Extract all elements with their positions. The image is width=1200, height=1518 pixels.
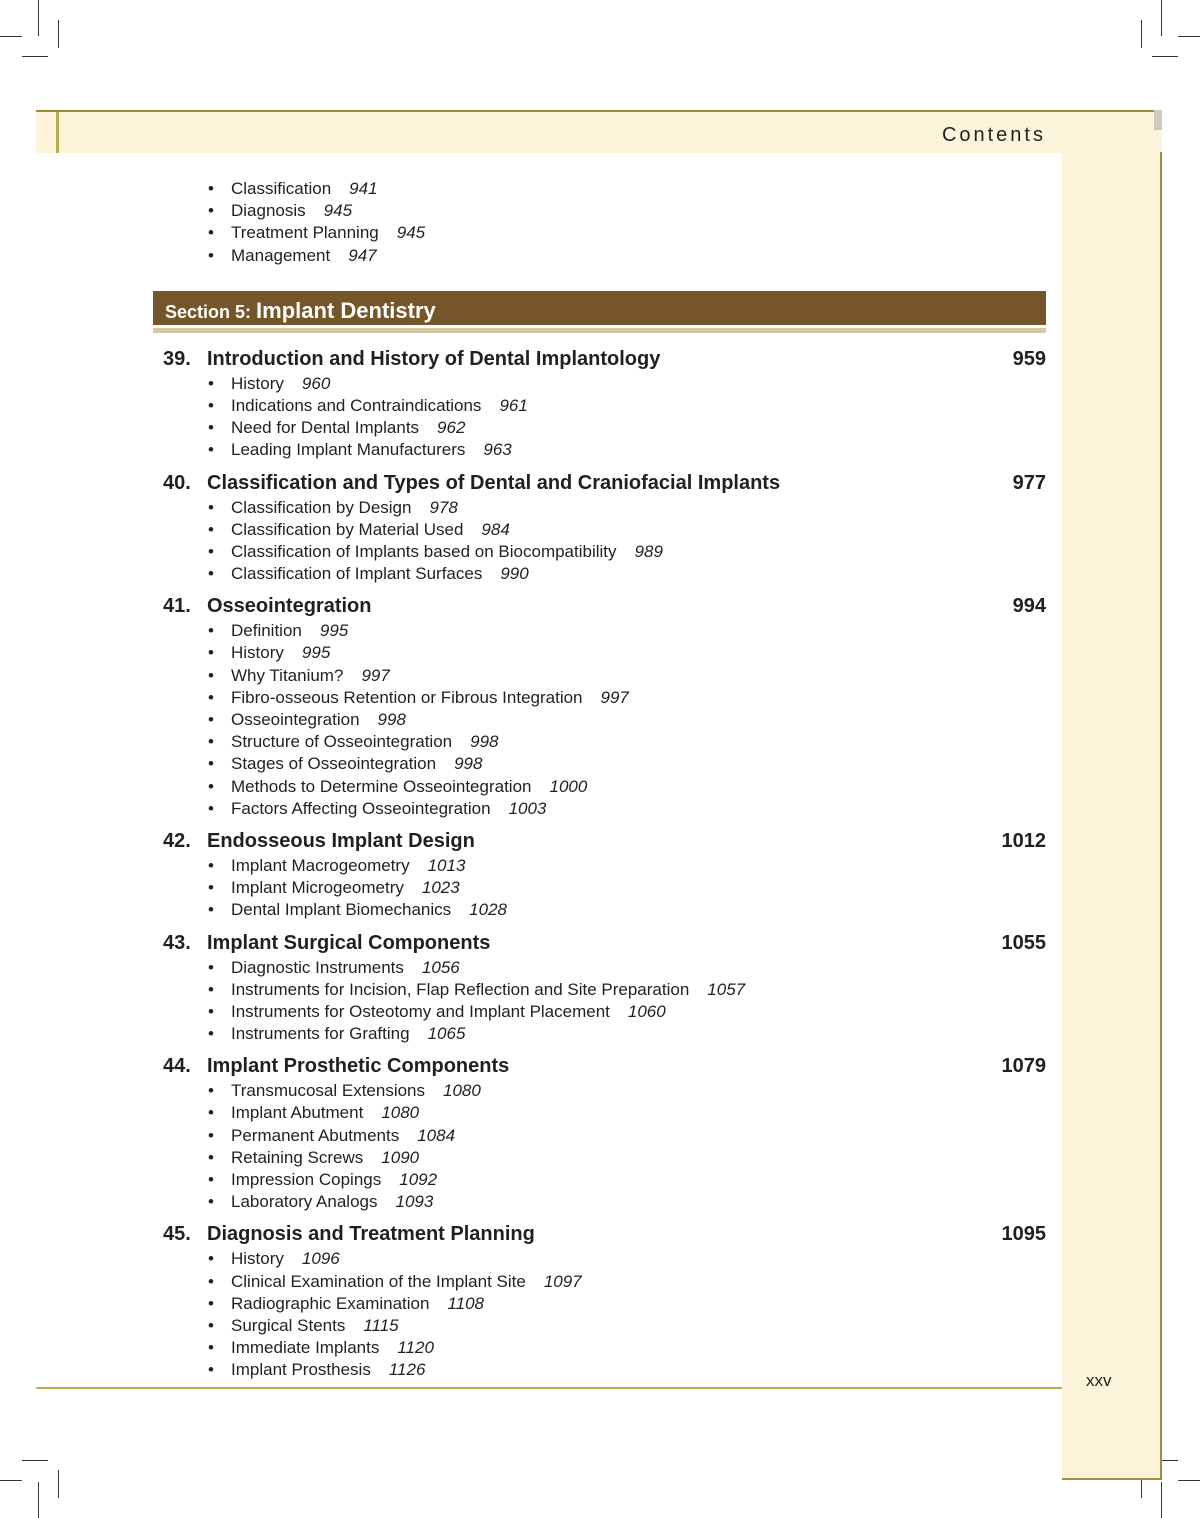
toc-item-page: 997 [361, 665, 390, 685]
toc-item-page: 1056 [421, 957, 460, 977]
crop-mark [1141, 20, 1142, 48]
bullet-icon: • [208, 878, 214, 898]
crop-mark [22, 1460, 48, 1461]
toc-item-page: 1057 [707, 979, 746, 999]
bullet-icon: • [208, 1360, 214, 1380]
chapter-page: 1095 [1001, 1223, 1046, 1246]
toc-item-page: 1096 [301, 1249, 340, 1269]
toc-item-page: 1013 [427, 855, 466, 875]
toc-item[interactable] [153, 1315, 1046, 1337]
bullet-icon: • [208, 201, 214, 221]
bullet-icon: • [208, 643, 214, 663]
toc-item-page: 978 [429, 497, 458, 517]
toc-item-page: 1120 [397, 1338, 434, 1358]
chapter-heading[interactable] [153, 1055, 1046, 1080]
page-shadow [1154, 110, 1162, 130]
toc-item-label: Retaining Screws [231, 1147, 364, 1167]
toc-item-label: Treatment Planning [231, 223, 379, 243]
toc-item-label: History [231, 643, 284, 663]
bullet-icon: • [208, 223, 214, 243]
toc-item[interactable] [153, 519, 1046, 541]
crop-mark [1178, 36, 1200, 37]
toc-item-page: 1000 [549, 776, 588, 796]
bullet-icon: • [208, 519, 214, 539]
toc-item[interactable] [153, 1125, 1046, 1147]
toc-item-label: History [231, 373, 284, 393]
toc-item-label: Management [231, 245, 331, 265]
toc-item-page: 1080 [443, 1081, 481, 1101]
chapter-topic-list [153, 373, 1046, 462]
crop-mark [38, 0, 39, 36]
toc-item[interactable] [153, 855, 1046, 877]
toc-item[interactable] [153, 178, 1046, 200]
toc-item-page: 1097 [543, 1271, 582, 1291]
toc-item-page: 962 [437, 418, 466, 438]
chapter-heading[interactable] [153, 348, 1046, 373]
section-heading [153, 291, 1046, 325]
toc-item-page: 998 [470, 732, 499, 752]
toc-item-page: 998 [377, 710, 406, 729]
toc-item-label: Implant Macrogeometry [231, 855, 410, 875]
crop-mark [1152, 56, 1178, 57]
page-number: xxv [1086, 1371, 1112, 1390]
toc-item-page: 945 [323, 201, 353, 221]
chapter-page: 1012 [1001, 829, 1046, 852]
toc-item-page: 1126 [388, 1360, 426, 1380]
toc-item[interactable] [153, 563, 1046, 585]
toc-item-label: Implant Abutment [231, 1103, 364, 1123]
toc-item-page: 963 [483, 440, 512, 460]
toc-item-label: Fibro-osseous Retention or Fibrous Integration [231, 687, 583, 707]
toc-item-label: Why Titanium? [231, 665, 344, 685]
bullet-icon: • [208, 687, 214, 707]
bullet-icon: • [208, 541, 214, 561]
section-rule [153, 328, 1046, 333]
crop-mark [22, 56, 48, 57]
margin-column [1062, 152, 1162, 1480]
crop-mark [0, 1480, 22, 1481]
bullet-icon: • [208, 754, 214, 774]
chapter-page: 959 [1012, 347, 1046, 370]
bullet-icon: • [208, 1147, 214, 1167]
crop-mark [38, 1482, 39, 1518]
chapter-topic-list [153, 855, 1046, 922]
toc-item-page: 1093 [395, 1192, 434, 1212]
toc-item-page: 1080 [381, 1103, 420, 1123]
toc-item[interactable] [153, 687, 1046, 709]
bullet-icon: • [208, 395, 214, 415]
toc-item-page: 1092 [399, 1170, 438, 1189]
chapter-entry [153, 348, 1046, 462]
table-of-contents [153, 178, 1046, 1382]
toc-item[interactable] [153, 731, 1046, 753]
toc-item[interactable] [153, 395, 1046, 417]
toc-item[interactable] [153, 1001, 1046, 1023]
toc-item[interactable] [153, 642, 1046, 664]
chapter-heading[interactable] [153, 595, 1046, 620]
toc-item-label: Laboratory Analogs [231, 1192, 378, 1212]
toc-item-label: Leading Implant Manufacturers [231, 440, 466, 460]
bullet-icon: • [208, 373, 214, 393]
section-name: Implant Dentistry [256, 297, 436, 323]
toc-item-label: Surgical Stents [231, 1315, 346, 1335]
toc-item-label: Instruments for Incision, Flap Reflection and Site Preparation [231, 979, 690, 999]
toc-item-page: 1115 [363, 1315, 399, 1335]
toc-item-label: Methods to Determine Osseointegration [231, 776, 532, 796]
section-label: Section 5: [165, 301, 252, 322]
toc-item-page: 1084 [417, 1125, 456, 1145]
chapter-topic-list [153, 1080, 1046, 1213]
bullet-icon: • [208, 732, 214, 752]
toc-item[interactable] [153, 709, 1046, 731]
toc-item-label: Classification by Material Used [231, 519, 464, 539]
chapter-title: Osseointegration [207, 595, 372, 618]
chapter-entry [153, 932, 1046, 1046]
bullet-icon: • [208, 1192, 214, 1212]
chapter-page: 994 [1012, 595, 1046, 618]
toc-item[interactable] [153, 1102, 1046, 1124]
bullet-icon: • [208, 855, 214, 875]
chapter-entry [153, 1223, 1046, 1381]
crop-mark [1161, 1482, 1162, 1518]
toc-item[interactable] [153, 497, 1046, 519]
bullet-icon: • [208, 798, 214, 818]
bullet-icon: • [208, 621, 214, 641]
chapter-number: 39. [163, 347, 191, 370]
toc-item-page: 961 [499, 395, 528, 415]
toc-item-label: Stages of Osseointegration [231, 754, 437, 774]
toc-item[interactable] [153, 753, 1046, 775]
toc-item-label: Osseointegration [231, 710, 360, 729]
chapter-number: 41. [163, 595, 191, 618]
chapter-title: Implant Surgical Components [207, 931, 491, 954]
toc-item-label: Instruments for Osteotomy and Implant Placement [231, 1001, 610, 1021]
toc-item-page: 995 [301, 643, 331, 663]
footer-rule [36, 1387, 1062, 1389]
toc-item[interactable] [153, 1147, 1046, 1169]
toc-item[interactable] [153, 541, 1046, 563]
toc-item-label: Need for Dental Implants [231, 418, 420, 438]
chapter-topic-list [153, 620, 1046, 820]
chapter-heading[interactable] [153, 1223, 1046, 1248]
bullet-icon: • [208, 245, 214, 265]
chapter-title: Introduction and History of Dental Implantology [207, 347, 661, 370]
toc-item-label: Classification [231, 179, 332, 198]
chapter-number: 45. [163, 1223, 191, 1246]
toc-item-page: 941 [349, 179, 378, 198]
toc-item[interactable] [153, 957, 1046, 979]
toc-item-page: 947 [348, 245, 377, 265]
chapter-entry [153, 595, 1046, 820]
chapter-number: 43. [163, 931, 191, 954]
bullet-icon: • [208, 1315, 214, 1335]
toc-item[interactable] [153, 877, 1046, 899]
header-tab [56, 112, 59, 153]
toc-item-label: Permanent Abutments [231, 1125, 400, 1145]
crop-mark [0, 36, 22, 37]
toc-item[interactable] [153, 1080, 1046, 1102]
toc-item-label: Impression Copings [231, 1170, 382, 1189]
toc-item[interactable] [153, 1271, 1046, 1293]
bullet-icon: • [208, 1170, 214, 1189]
bullet-icon: • [208, 1024, 214, 1044]
toc-item-label: Indications and Contraindications [231, 395, 482, 415]
continued-items-list [153, 178, 1046, 267]
toc-item[interactable] [153, 245, 1046, 267]
toc-item-label: Definition [231, 621, 302, 641]
bullet-icon: • [208, 1293, 214, 1313]
bullet-icon: • [208, 564, 214, 584]
toc-item[interactable] [153, 979, 1046, 1001]
chapter-topic-list [153, 497, 1046, 586]
bullet-icon: • [208, 979, 214, 999]
chapter-topic-list [153, 957, 1046, 1046]
toc-item-page: 997 [600, 687, 629, 707]
toc-item[interactable] [153, 200, 1046, 222]
chapter-entry [153, 1055, 1046, 1213]
toc-item-page: 990 [500, 564, 529, 584]
bullet-icon: • [208, 1125, 214, 1145]
bullet-icon: • [208, 776, 214, 796]
toc-item[interactable] [153, 1337, 1046, 1359]
running-header-title: Contents [941, 124, 1046, 146]
chapter-page: 977 [1012, 471, 1046, 494]
toc-item-page: 1065 [427, 1024, 466, 1044]
toc-item-page: 1090 [381, 1147, 420, 1167]
toc-item-page: 984 [481, 519, 510, 539]
bullet-icon: • [208, 957, 214, 977]
toc-item-page: 995 [319, 621, 349, 641]
toc-item[interactable] [153, 1293, 1046, 1315]
toc-item[interactable] [153, 417, 1046, 439]
section-heading-text [165, 298, 436, 324]
chapter-list [153, 348, 1046, 1382]
chapter-title: Diagnosis and Treatment Planning [207, 1223, 535, 1246]
bullet-icon: • [208, 665, 214, 685]
bullet-icon: • [208, 179, 214, 198]
toc-item-label: Factors Affecting Osseointegration [231, 798, 491, 818]
chapter-entry [153, 472, 1046, 586]
toc-item-label: Dental Implant Biomechanics [231, 900, 452, 920]
toc-item-label: Clinical Examination of the Implant Site [231, 1271, 526, 1291]
toc-item-label: Structure of Osseointegration [231, 732, 453, 752]
toc-item-label: Implant Microgeometry [231, 878, 404, 898]
chapter-number: 44. [163, 1055, 191, 1078]
bullet-icon: • [208, 1338, 214, 1358]
toc-item-label: Radiographic Examination [231, 1293, 430, 1313]
bullet-icon: • [208, 1271, 214, 1291]
toc-item-page: 945 [396, 223, 426, 243]
crop-mark [58, 1470, 59, 1498]
toc-item-page: 960 [301, 373, 331, 393]
crop-mark [1178, 1480, 1200, 1481]
bullet-icon: • [208, 440, 214, 460]
toc-item[interactable] [153, 222, 1046, 244]
toc-item-page: 1023 [421, 878, 460, 898]
toc-item-label: Classification of Implants based on Biocompatibility [231, 541, 617, 561]
toc-item-page: 1060 [627, 1001, 666, 1021]
toc-item-label: Transmucosal Extensions [231, 1081, 426, 1101]
toc-item[interactable] [153, 1359, 1046, 1381]
toc-item-label: Instruments for Grafting [231, 1024, 410, 1044]
toc-item[interactable] [153, 1169, 1046, 1191]
toc-item[interactable] [153, 665, 1046, 687]
bullet-icon: • [208, 497, 214, 517]
chapter-title: Endosseous Implant Design [207, 829, 475, 852]
toc-item-label: Implant Prosthesis [231, 1360, 371, 1380]
running-header [36, 110, 1162, 153]
toc-item[interactable] [153, 1248, 1046, 1270]
bullet-icon: • [208, 418, 214, 438]
crop-mark [1161, 0, 1162, 36]
chapter-title: Classification and Types of Dental and Craniofacial Implants [207, 471, 781, 494]
toc-item[interactable] [153, 899, 1046, 921]
chapter-topic-list [153, 1248, 1046, 1381]
bullet-icon: • [208, 1001, 214, 1021]
chapter-number: 42. [163, 829, 191, 852]
toc-item-page: 1108 [447, 1293, 485, 1313]
toc-item[interactable] [153, 620, 1046, 642]
toc-item-label: Diagnosis [231, 201, 306, 221]
chapter-entry [153, 830, 1046, 922]
chapter-heading[interactable] [153, 830, 1046, 855]
toc-item-page: 1028 [469, 900, 507, 920]
toc-item-page: 1003 [508, 798, 547, 818]
toc-item-page: 989 [634, 541, 663, 561]
toc-item-label: Classification of Implant Surfaces [231, 564, 483, 584]
toc-item[interactable] [153, 373, 1046, 395]
chapter-page: 1055 [1001, 931, 1046, 954]
bullet-icon: • [208, 710, 214, 729]
toc-item-label: History [231, 1249, 284, 1269]
chapter-number: 40. [163, 471, 191, 494]
bullet-icon: • [208, 1103, 214, 1123]
toc-item-label: Diagnostic Instruments [231, 957, 404, 977]
toc-item[interactable] [153, 1191, 1046, 1213]
chapter-page: 1079 [1001, 1055, 1046, 1078]
bullet-icon: • [208, 900, 214, 920]
toc-item-label: Classification by Design [231, 497, 412, 517]
toc-item[interactable] [153, 1023, 1046, 1045]
chapter-title: Implant Prosthetic Components [207, 1055, 510, 1078]
toc-item[interactable] [153, 776, 1046, 798]
toc-item-page: 998 [454, 754, 483, 774]
toc-item[interactable] [153, 439, 1046, 461]
chapter-heading[interactable] [153, 472, 1046, 497]
toc-item-label: Immediate Implants [231, 1338, 380, 1358]
bullet-icon: • [208, 1249, 214, 1269]
toc-item[interactable] [153, 798, 1046, 820]
crop-mark [58, 20, 59, 48]
bullet-icon: • [208, 1081, 214, 1101]
chapter-heading[interactable] [153, 932, 1046, 957]
